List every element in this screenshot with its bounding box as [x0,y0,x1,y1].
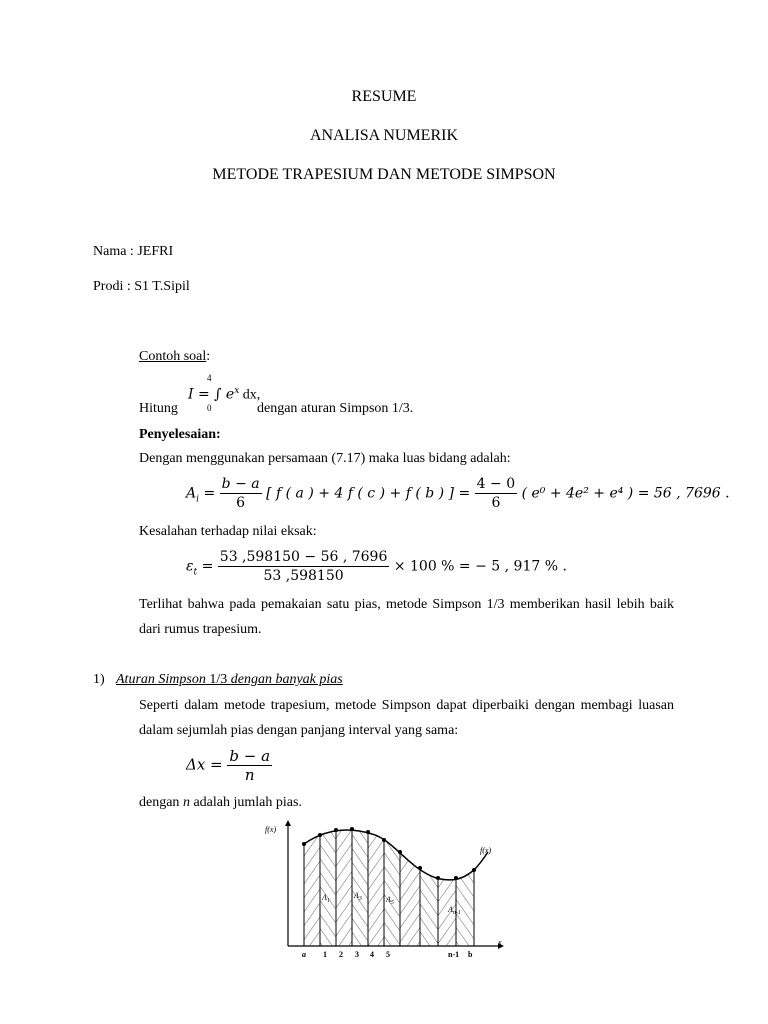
eq2-fraction [218,548,390,585]
pias-sentence-n: n [182,795,190,810]
x-tick-labels [302,950,473,959]
eq2-denominator: 53 ,598150 [263,568,344,584]
section-title-part2: 1/3 [205,672,231,687]
course-title: ANALISA NUMERIK [310,127,458,144]
area-label: $A_{n-1}$ [448,905,461,916]
eq1-fraction-denominator: 6 [236,495,246,511]
topic-title: METODE TRAPESIUM DAN METODE SIMPSON [212,166,556,183]
eq1-fraction [220,475,262,512]
y-axis-label: f(x) [265,825,277,834]
prodi-label: Prodi : [93,279,135,294]
tick-label: 4 [370,950,374,959]
section-paragraph: Seperti dalam metode trapesium, metode Simpson dapat diperbaiki dengan membagi luasan dalam sejumlah pias dengan panjang interval yang sama: [139,698,674,738]
eq2-lhs: ε [186,558,194,575]
y-axis-arrow-icon [285,820,291,826]
name-label: Nama : [93,244,138,259]
tick-label: 5 [386,950,390,959]
document-title: RESUME [351,88,417,105]
integral-lower-limit: 0 [207,403,212,413]
integral-dx: dx, [239,387,261,403]
integral-upper-limit: 4 [207,373,212,383]
pias-sentence-post: adalah jumlah pias. [189,795,302,810]
eq2-subscript: t [193,567,198,578]
section-title-part3: dengan banyak pias [230,672,343,687]
solution-intro: Dengan menggunakan persamaan (7.17) maka luas bidang adalah: [139,451,511,466]
eq1-subscript: i [196,494,200,505]
prodi-value: S1 T.Sipil [134,279,190,294]
delta-x-equation [186,747,272,784]
conclusion-paragraph: Terlihat bahwa pada pemakaian satu pias, metode Simpson 1/3 memberikan hasil lebih baik dari rumus trapesium. [139,597,674,637]
hitung-label: Hitung [139,401,178,416]
name-value: JEFRI [137,244,174,259]
integral-expression [188,386,260,404]
example-heading-text: Contoh soal [139,349,207,364]
eq1-bracket: [ f ( a ) + 4 f ( c ) + f ( b ) ] = [266,485,471,502]
area-label: $A_1$ [322,893,330,904]
pias-sentence [139,795,302,811]
simpson-figure [262,818,506,964]
example-heading-colon: : [206,349,211,364]
solution-heading: Penyelesaian: [139,427,221,442]
tick-label: 2 [339,950,343,959]
tick-label: 1 [323,950,327,959]
eq1-lhs: A [186,485,197,502]
example-heading [139,349,210,365]
section-number: 1) [93,672,105,687]
area-label: $A_3$ [354,891,362,902]
x-axis-label: x [498,938,502,947]
eq2-numerator: 53 ,598150 − 56 , 7696 [219,549,388,565]
eq1-rhs: ( e⁰ + 4e² + e⁴ ) = 56 , 7696 . [521,485,730,502]
prodi-line [93,279,190,295]
tick-label: b [468,950,473,959]
delta-x-denominator: n [244,766,255,784]
tick-label: 3 [355,950,359,959]
name-line [93,244,173,260]
error-intro: Kesalahan terhadap nilai eksak: [139,524,317,539]
delta-x-lhs: Δx = [186,755,223,774]
integral-exponent: x [234,386,240,396]
simpson-equation: $A_i$ = $\frac{b - a}{6}$ [ f ( a ) + 4 f ( c ) + f ( b ) ] = $\frac{4 - 0}{6}$ ( e⁰ + 4e² + e⁴ ) = 56 , 7696 . [186,476,730,511]
delta-x-fraction [227,747,272,784]
section-title-part1: Aturan Simpson [116,672,206,687]
tick-label: n-1 [448,950,460,959]
curve-label: f(x) [480,846,492,855]
hatched-areas [304,818,474,946]
eq2-rhs: × 100 % = − 5 , 917 % . [393,558,567,575]
pias-sentence-pre: dengan [139,795,183,810]
area-label: $A_5$ [386,895,394,906]
eq1-fraction2-denominator: 6 [491,495,501,511]
error-equation: $\varepsilon_t$ = $\frac{53 ,598150 - 56 , 7696}{53 ,598150}$ × 100 % = − 5 , 917 % . [186,549,567,584]
integral-body: I = ∫ e [188,386,235,403]
section-title [116,672,343,688]
tick-label: a [302,950,306,959]
eq1-fraction2 [475,475,517,512]
delta-x-numerator: b − a [229,747,271,765]
rule-text: dengan aturan Simpson 1/3. [257,401,414,416]
eq1-fraction-numerator: b − a [221,476,260,492]
eq1-fraction2-numerator: 4 − 0 [476,476,516,492]
